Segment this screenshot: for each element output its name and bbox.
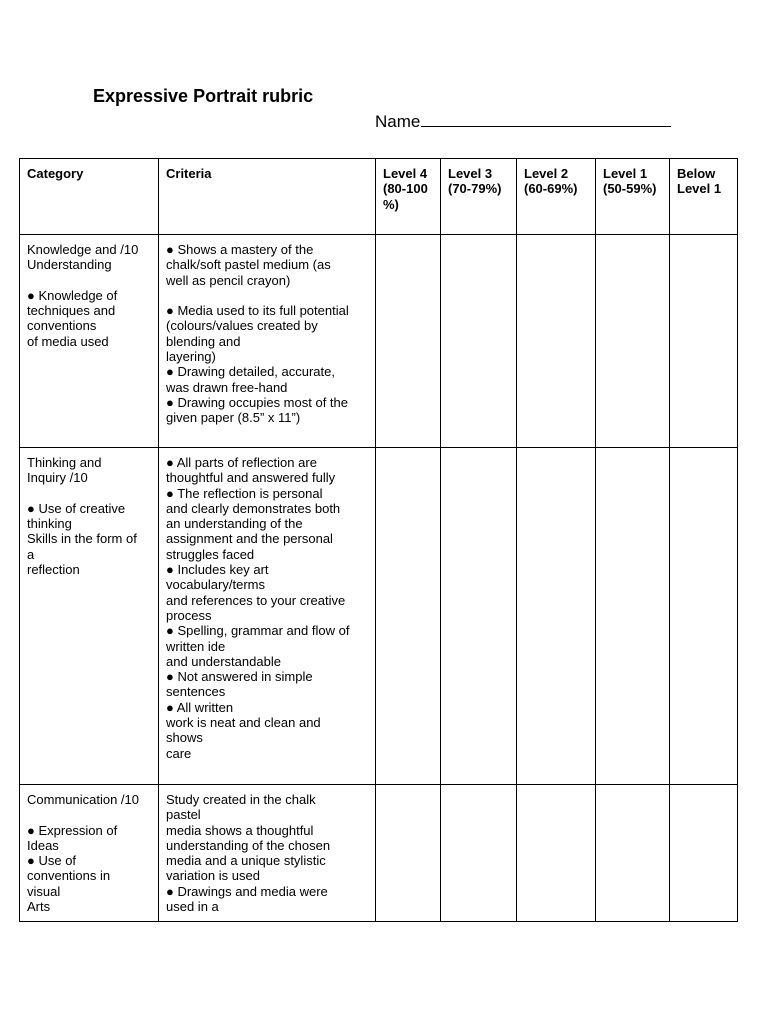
document-title: Expressive Portrait rubric <box>93 86 314 106</box>
criteria-cell: Study created in the chalk pastel media shows a thoughtful understanding of the chosen media and a unique stylistic variation is used ● Drawings and media were used in a <box>159 785 376 922</box>
score-cell-level-2[interactable] <box>517 448 596 785</box>
header-category: Category <box>20 159 159 235</box>
table-row <box>20 785 738 922</box>
rubric-table <box>19 158 738 922</box>
header-criteria: Criteria <box>159 159 376 235</box>
score-cell-level-3[interactable] <box>441 785 517 922</box>
name-blank-line[interactable] <box>421 112 671 127</box>
score-cell-level-2[interactable] <box>517 785 596 922</box>
score-cell-level-4[interactable] <box>376 448 441 785</box>
score-cell-level-4[interactable] <box>376 785 441 922</box>
header-below-level-1: Below Level 1 <box>670 159 738 235</box>
score-cell-level-3[interactable] <box>441 448 517 785</box>
category-cell: Knowledge and /10 Understanding ● Knowledge of techniques and conventions of media used <box>20 235 159 448</box>
name-label: Name <box>375 112 421 131</box>
score-cell-level-1[interactable] <box>596 235 670 448</box>
name-field[interactable] <box>375 112 671 132</box>
header-row <box>20 159 738 235</box>
score-cell-level-1[interactable] <box>596 448 670 785</box>
header-level-1: Level 1 (50-59%) <box>596 159 670 235</box>
table-row <box>20 448 738 785</box>
category-cell: Thinking and Inquiry /10 ● Use of creative thinking Skills in the form of a reflection <box>20 448 159 785</box>
criteria-cell: ● Shows a mastery of the chalk/soft pastel medium (as well as pencil crayon) ● Media used to its full potential (colours/values created by blending and layering) ● Drawing detailed, accurate, was drawn free-hand ● Drawing occupies most of the given paper (8.5” x 11”) <box>159 235 376 448</box>
score-cell-below-level-1[interactable] <box>670 448 738 785</box>
header-level-3: Level 3 (70-79%) <box>441 159 517 235</box>
table-row <box>20 235 738 448</box>
score-cell-level-2[interactable] <box>517 235 596 448</box>
category-cell: Communication /10 ● Expression of Ideas ● Use of conventions in visual Arts <box>20 785 159 922</box>
score-cell-below-level-1[interactable] <box>670 235 738 448</box>
header-level-4: Level 4 (80-100 %) <box>376 159 441 235</box>
criteria-cell: ● All parts of reflection are thoughtful and answered fully ● The reflection is personal and clearly demonstrates both an understanding of the assignment and the personal struggles faced ● Includes key art vocabulary/terms and references to your creative process ● Spelling, grammar and flow of written ide and understandable ● Not answered in simple sentences ● All written work is neat and clean and shows care <box>159 448 376 785</box>
score-cell-level-1[interactable] <box>596 785 670 922</box>
score-cell-below-level-1[interactable] <box>670 785 738 922</box>
score-cell-level-4[interactable] <box>376 235 441 448</box>
header-level-2: Level 2 (60-69%) <box>517 159 596 235</box>
score-cell-level-3[interactable] <box>441 235 517 448</box>
